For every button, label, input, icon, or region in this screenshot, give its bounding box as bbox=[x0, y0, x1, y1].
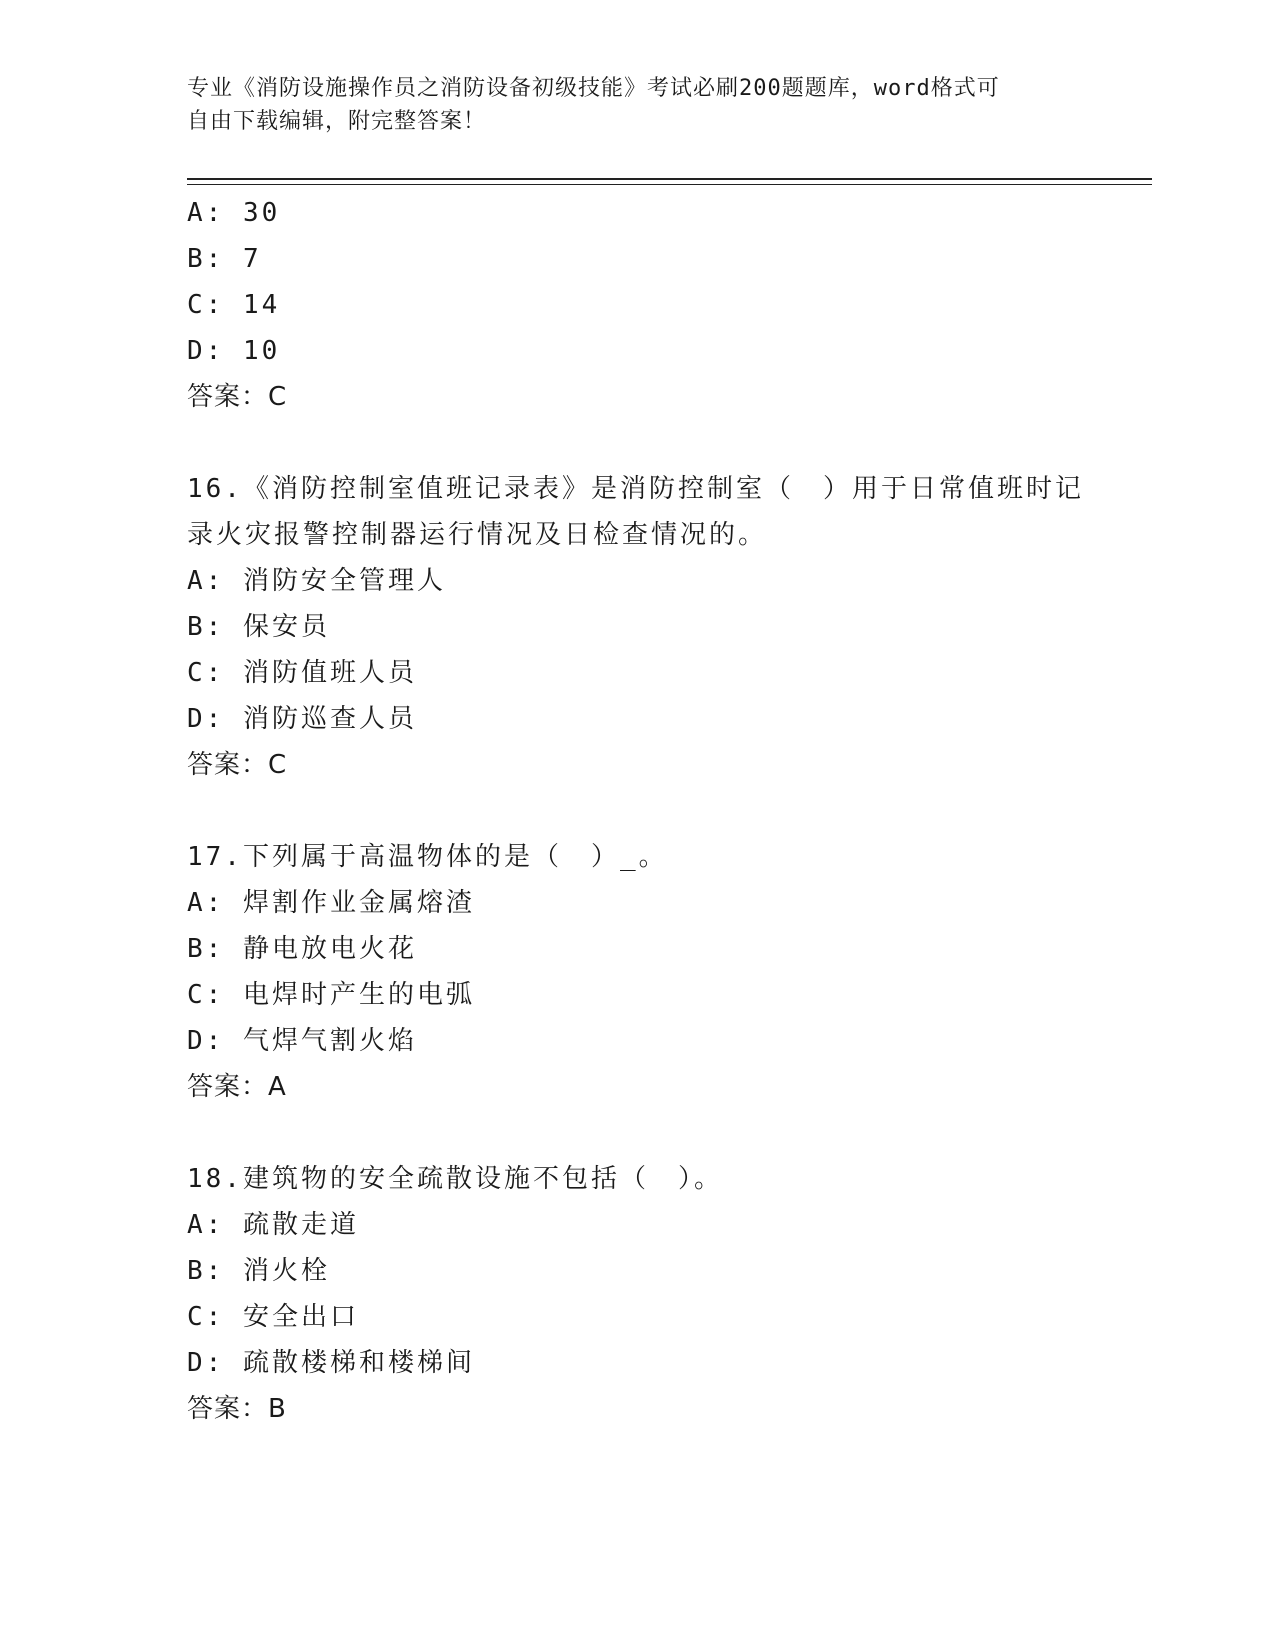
question-text-line: 18.建筑物的安全疏散设施不包括（ ）。 bbox=[187, 1164, 723, 1194]
option-b: B: 7 bbox=[187, 244, 262, 274]
question-17 bbox=[187, 834, 1107, 1110]
answer-line: 答案：C bbox=[187, 750, 288, 780]
option-d: D: 消防巡查人员 bbox=[187, 704, 417, 734]
option-b: B: 保安员 bbox=[187, 612, 330, 642]
option-a: A: 焊割作业金属熔渣 bbox=[187, 888, 475, 918]
question-text-line: 17.下列属于高温物体的是（ ）_。 bbox=[187, 842, 668, 872]
option-a: A: 30 bbox=[187, 198, 281, 228]
option-d: D: 疏散楼梯和楼梯间 bbox=[187, 1348, 475, 1378]
option-a: A: 消防安全管理人 bbox=[187, 566, 446, 596]
option-c: C: 消防值班人员 bbox=[187, 658, 417, 688]
answer-line: 答案：B bbox=[187, 1394, 287, 1424]
option-c: C: 安全出口 bbox=[187, 1302, 359, 1332]
header-line-2: 自由下载编辑，附完整答案！ bbox=[187, 109, 487, 134]
question-16 bbox=[187, 466, 1107, 788]
header-rule-thin bbox=[187, 184, 1152, 185]
header-rule-thick bbox=[187, 178, 1152, 180]
option-c: C: 电焊时产生的电弧 bbox=[187, 980, 475, 1010]
document-header bbox=[187, 72, 1067, 138]
question-18 bbox=[187, 1156, 1107, 1432]
question-text-line: 16.《消防控制室值班记录表》是消防控制室（ ）用于日常值班时记 bbox=[187, 474, 1084, 504]
option-c: C: 14 bbox=[187, 290, 281, 320]
question-content bbox=[187, 190, 1107, 1432]
previous-question-tail bbox=[187, 190, 1107, 420]
answer-line: 答案：A bbox=[187, 1072, 287, 1102]
option-d: D: 气焊气割火焰 bbox=[187, 1026, 417, 1056]
answer-line: 答案：C bbox=[187, 382, 288, 412]
option-a: A: 疏散走道 bbox=[187, 1210, 359, 1240]
option-d: D: 10 bbox=[187, 336, 281, 366]
question-text-line: 录火灾报警控制器运行情况及日检查情况的。 bbox=[187, 520, 768, 550]
option-b: B: 静电放电火花 bbox=[187, 934, 417, 964]
header-line-1: 专业《消防设施操作员之消防设备初级技能》考试必刷200题题库，word格式可 bbox=[187, 76, 1000, 101]
option-b: B: 消火栓 bbox=[187, 1256, 330, 1286]
